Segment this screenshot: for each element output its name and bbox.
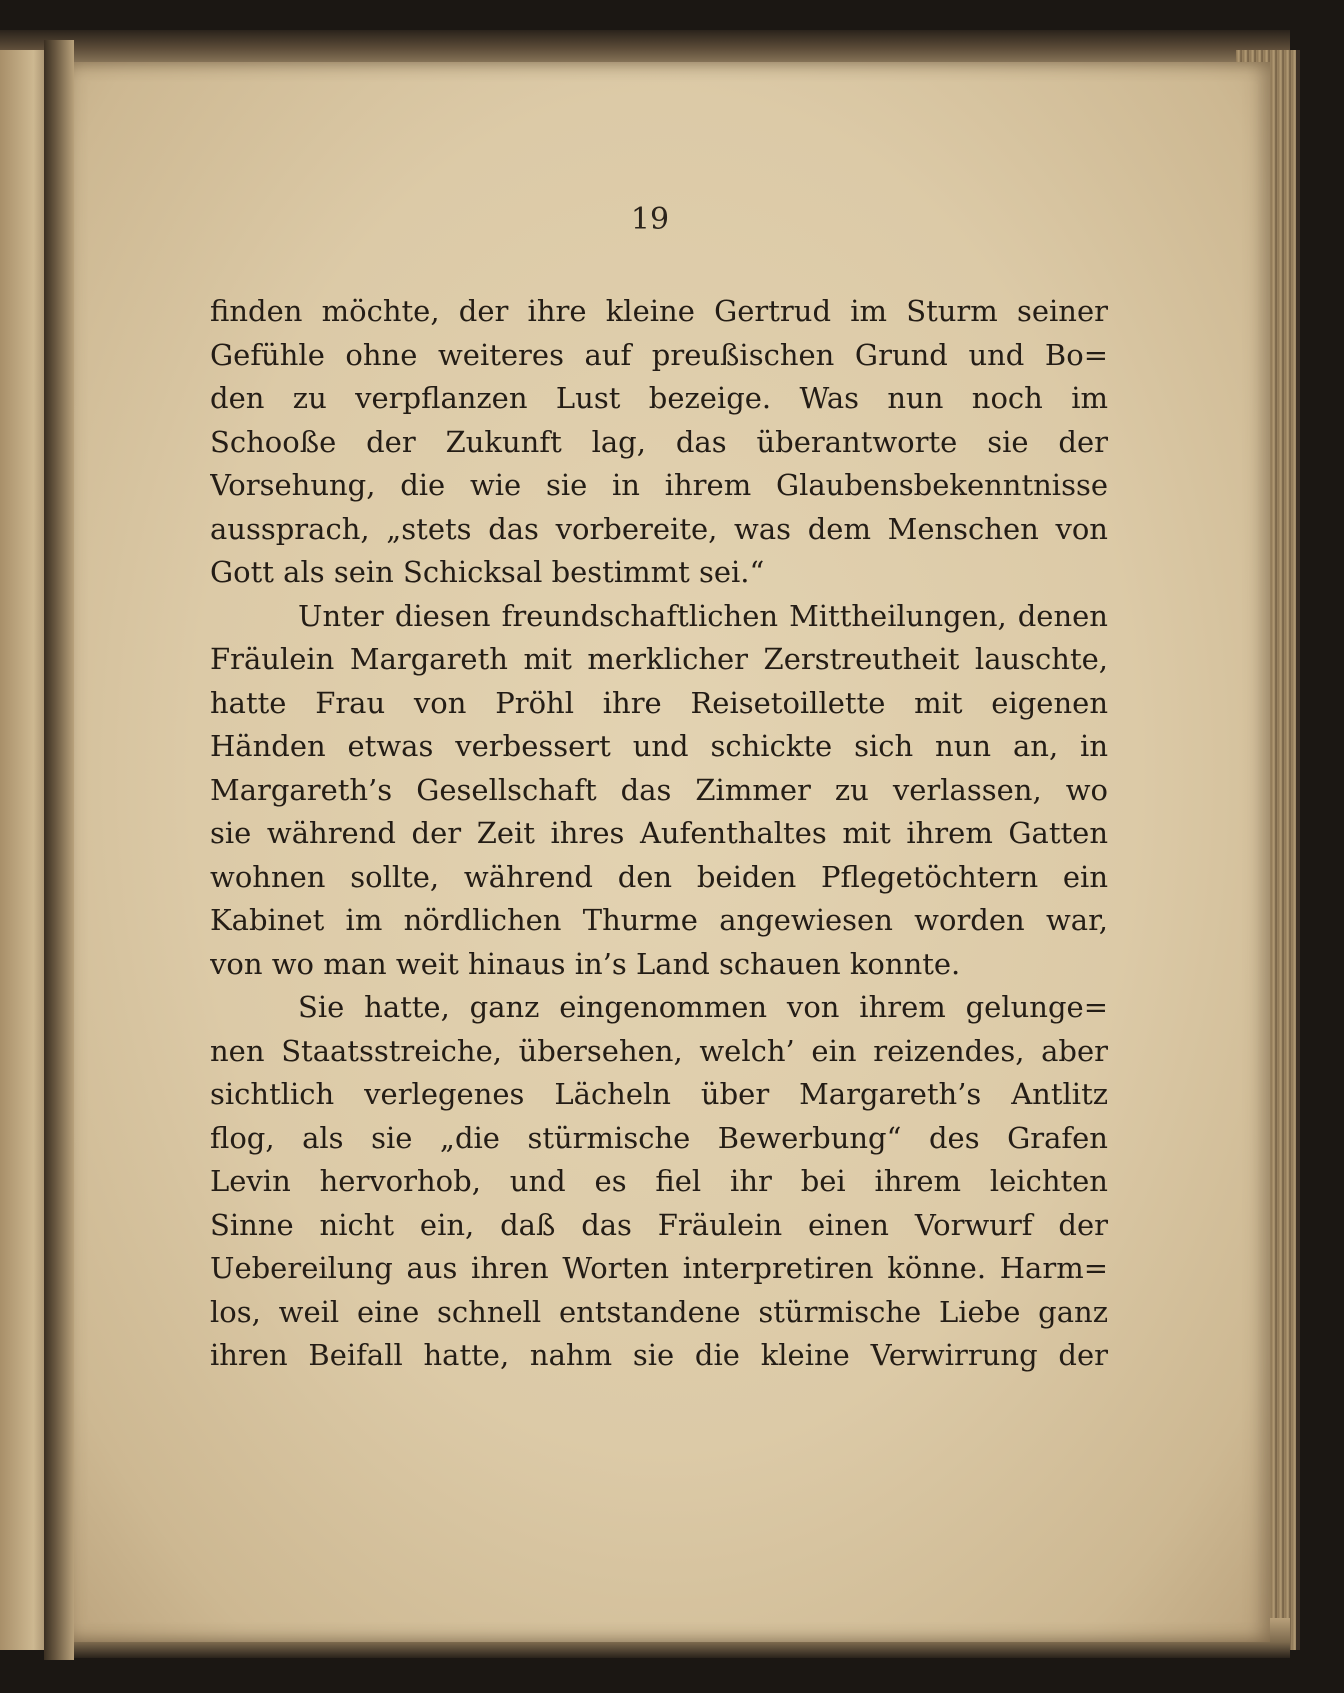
text-line: Gefühle ohne weiteres auf preußischen Grund und Bo= <box>210 337 1108 372</box>
text-line: Margareth’s Gesellschaft das Zimmer zu verlassen, wo <box>210 772 1108 807</box>
text-line: sichtlich verlegenes Lächeln über Margareth’s Antlitz <box>210 1077 1108 1111</box>
text-line: Gott als sein Schicksal bestimmt sei.“ <box>210 555 765 589</box>
text-line: wohnen sollte, während den beiden Pflegetöchtern ein <box>210 859 1108 894</box>
text-line: ihren Beifall hatte, nahm sie die kleine Verwirrung der <box>210 1338 1108 1372</box>
text-line: Händen etwas verbessert und schickte sich nun an, in <box>210 729 1108 763</box>
text-line: nen Staatsstreiche, übersehen, welch’ ein reizendes, aber <box>210 1033 1108 1068</box>
text-line: sie während der Zeit ihres Aufenthaltes mit ihrem Gatten <box>210 816 1108 850</box>
text-line: Vorsehung, die wie sie in ihrem Glaubensbekenntnisse <box>210 468 1108 502</box>
body-text <box>210 290 1108 1378</box>
text-line: Schooße der Zukunft lag, das überantworte sie der <box>210 424 1108 459</box>
text-line: Sinne nicht ein, daß das Fräulein einen Vorwurf der <box>210 1207 1108 1242</box>
text-line: Levin hervorhob, und es fiel ihr bei ihrem leichten <box>210 1164 1108 1198</box>
text-line: Sie hatte, ganz eingenommen von ihrem gelunge= <box>298 990 1108 1024</box>
text-line: Fräulein Margareth mit merklicher Zerstreutheit lauschte, <box>210 642 1108 676</box>
text-line: finden möchte, der ihre kleine Gertrud im Sturm seiner <box>210 294 1108 328</box>
text-line: Uebereilung aus ihren Worten interpretiren könne. Harm= <box>210 1251 1108 1285</box>
text-line: hatte Frau von Pröhl ihre Reisetoillette mit eigenen <box>210 685 1108 720</box>
text-line: los, weil eine schnell entstandene stürmische Liebe ganz <box>210 1294 1108 1329</box>
text-line: flog, als sie „die stürmische Bewerbung“ des Grafen <box>210 1120 1108 1155</box>
book-gutter <box>44 40 74 1660</box>
text-line: von wo man weit hinaus in’s Land schauen konnte. <box>210 946 961 981</box>
text-line: aussprach, „stets das vorbereite, was dem Menschen von <box>210 511 1108 546</box>
page-number: 19 <box>630 202 670 237</box>
text-line: Unter diesen freundschaftlichen Mittheilungen, denen <box>298 598 1108 633</box>
text-line: den zu verpflanzen Lust bezeige. Was nun noch im <box>210 381 1108 415</box>
text-line: Kabinet im nördlichen Thurme angewiesen worden war, <box>210 903 1108 937</box>
